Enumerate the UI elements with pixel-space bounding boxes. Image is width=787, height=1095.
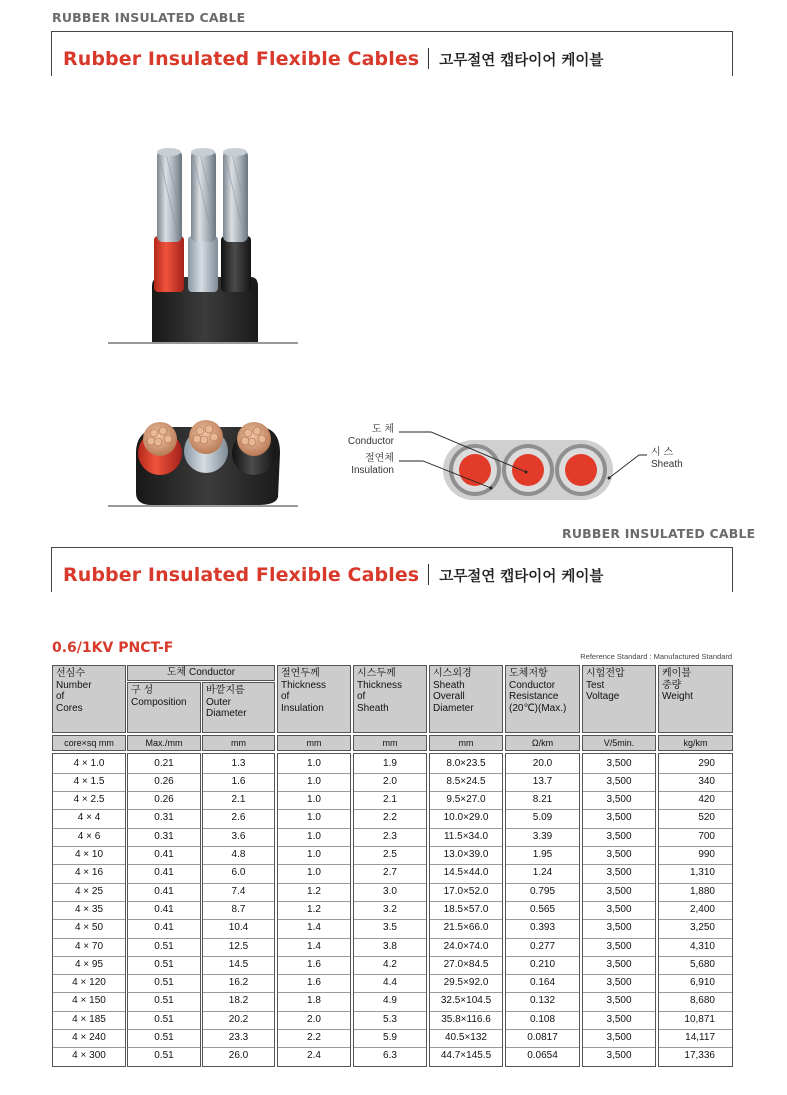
table-cell: 4 × 1.5 <box>73 775 105 787</box>
table-cell: 10,871 <box>684 1013 715 1025</box>
table-cell: 23.3 <box>228 1032 249 1043</box>
table-cell: 4 × 6 <box>77 830 101 842</box>
table-cell: 0.21 <box>154 757 174 769</box>
table-cell: 24.0×74.0 <box>443 940 489 952</box>
table-cell: 0.565 <box>529 903 556 915</box>
table-cell: 1.6 <box>307 977 321 989</box>
table-cell: 0.51 <box>154 995 174 1007</box>
category-label: RUBBER INSULATED CABLE <box>52 10 246 25</box>
table-cell: 4 × 10 <box>74 849 104 860</box>
header-insulation: 절연두께 Thickness of Insulation <box>277 665 351 733</box>
table-cell: 0.0817 <box>527 1032 558 1043</box>
table-cell: 0.108 <box>529 1013 556 1025</box>
table-cell: 4,310 <box>689 940 715 952</box>
table-cell: 17,336 <box>684 1050 715 1062</box>
table-cell: 1.0 <box>307 775 321 787</box>
table-cell: 0.41 <box>154 885 174 897</box>
table-cell: 1.0 <box>307 830 321 842</box>
header-sheath: 시스두께 Thickness of Sheath <box>353 665 427 733</box>
table-cell: 20.0 <box>532 757 553 769</box>
sheath-label: 시 스 Sheath <box>651 447 683 470</box>
table-cell: 1,880 <box>689 885 715 897</box>
table-cell: 10.0×29.0 <box>443 812 489 824</box>
table-cell: 1.9 <box>383 757 397 769</box>
table-cell: 3.0 <box>383 885 397 897</box>
table-cell: 8.5×24.5 <box>446 775 486 787</box>
table-cell: 1.4 <box>307 922 321 934</box>
table-cell: 1.2 <box>307 903 321 915</box>
table-cell: 8.21 <box>532 794 553 806</box>
table-cell: 0.31 <box>154 812 174 824</box>
table-cell: 8,680 <box>689 995 715 1007</box>
table-cell: 420 <box>698 794 715 806</box>
table-cell: 7.4 <box>231 885 246 897</box>
table-cell: 1.24 <box>532 867 553 879</box>
table-cell: 13.7 <box>532 775 553 787</box>
table-cell: 3,500 <box>606 1032 632 1043</box>
table-cell: 14.5 <box>228 958 249 970</box>
table-cell: 4.9 <box>383 995 397 1007</box>
spec-subtitle: 0.6/1KV PNCT-F <box>52 640 174 656</box>
header-resistance: 도체저항 Conductor Resistance (20℃)(Max.) <box>505 665 580 733</box>
table-cell: 0.51 <box>154 977 174 989</box>
table-cell: 4 × 240 <box>72 1032 106 1043</box>
table-cell: 3,500 <box>606 794 632 806</box>
header-weight: 케이블 중량 Weight <box>658 665 733 733</box>
table-cell: 1.0 <box>307 849 321 860</box>
table-cell: 5,680 <box>689 958 715 970</box>
table-cell: 3,500 <box>606 885 632 897</box>
table-cell: 4 × 25 <box>74 885 104 897</box>
unit-cell: core×sq mm <box>52 735 126 751</box>
cable-photo-cross-section <box>108 405 300 510</box>
table-cell: 0.51 <box>154 1013 174 1025</box>
table-cell: 3.39 <box>532 830 553 842</box>
title-english: Rubber Insulated Flexible Cables <box>63 48 420 70</box>
table-cell: 5.9 <box>383 1032 397 1043</box>
table-cell: 4 × 70 <box>74 940 104 952</box>
table-cell: 4.4 <box>383 977 397 989</box>
table-cell: 21.5×66.0 <box>443 922 489 934</box>
unit-cell: mm <box>202 735 275 751</box>
header-conductor: 도체 Conductor <box>127 665 275 681</box>
unit-cell: mm <box>429 735 503 751</box>
table-cell: 8.7 <box>231 903 246 915</box>
table-cell: 0.41 <box>154 922 174 934</box>
table-cell: 3,500 <box>606 1050 632 1062</box>
header-outer-diameter: 바깥지름 Outer Diameter <box>202 682 275 733</box>
table-cell: 4 × 150 <box>72 995 106 1007</box>
table-cell: 4 × 185 <box>72 1013 106 1025</box>
table-cell: 3,500 <box>606 830 632 842</box>
table-cell: 4 × 120 <box>72 977 106 989</box>
unit-cell: Ω/km <box>505 735 580 751</box>
table-cell: 1.0 <box>307 757 321 769</box>
table-cell: 16.2 <box>228 977 249 989</box>
table-cell: 40.5×132 <box>445 1032 487 1043</box>
table-cell: 4 × 300 <box>72 1050 106 1062</box>
title-korean-2: 고무절연 캡타이어 케이블 <box>439 569 604 585</box>
table-cell: 29.5×92.0 <box>443 977 489 989</box>
table-cell: 8.0×23.5 <box>446 757 486 769</box>
table-cell: 3,500 <box>606 922 632 934</box>
table-cell: 2.6 <box>231 812 246 824</box>
table-cell: 3,500 <box>606 903 632 915</box>
table-cell: 4 × 16 <box>74 867 104 879</box>
table-cell: 2.2 <box>307 1032 321 1043</box>
table-cell: 3,500 <box>606 849 632 860</box>
table-cell: 3,500 <box>606 757 632 769</box>
table-cell: 700 <box>698 830 715 842</box>
table-cell: 6,910 <box>689 977 715 989</box>
table-cell: 2.1 <box>383 794 397 806</box>
table-cell: 3.5 <box>383 922 397 934</box>
table-cell: 18.5×57.0 <box>443 903 489 915</box>
table-cell: 3.8 <box>383 940 397 952</box>
table-cell: 0.795 <box>529 885 556 897</box>
title-divider <box>428 48 429 69</box>
cross-section-diagram <box>395 425 655 505</box>
table-cell: 0.132 <box>529 995 556 1007</box>
table-cell: 11.5×34.0 <box>443 830 489 842</box>
table-cell: 3,500 <box>606 940 632 952</box>
header-overall-diameter: 시스외경 Sheath Overall Diameter <box>429 665 503 733</box>
table-cell: 4 × 1.0 <box>73 757 105 769</box>
page-title <box>63 48 603 70</box>
table-cell: 4 × 4 <box>77 812 101 824</box>
page-title-2 <box>63 564 603 586</box>
table-cell: 5.3 <box>383 1013 397 1025</box>
table-cell: 1.0 <box>307 867 321 879</box>
table-cell: 4 × 35 <box>74 903 104 915</box>
table-cell: 0.210 <box>529 958 556 970</box>
table-cell: 6.0 <box>231 867 246 879</box>
unit-cell: mm <box>277 735 351 751</box>
title-korean: 고무절연 캡타이어 케이블 <box>439 53 604 69</box>
table-cell: 18.2 <box>228 995 249 1007</box>
unit-cell: mm <box>353 735 427 751</box>
reference-standard: Reference Standard : Manufactured Standard <box>580 652 732 661</box>
table-cell: 3,500 <box>606 1013 632 1025</box>
table-cell: 0.277 <box>529 940 556 952</box>
table-cell: 3.2 <box>383 903 397 915</box>
table-cell: 0.41 <box>154 849 174 860</box>
table-cell: 3,500 <box>606 812 632 824</box>
table-cell: 3,500 <box>606 995 632 1007</box>
table-cell: 35.8×116.6 <box>441 1013 491 1025</box>
table-cell: 520 <box>698 812 715 824</box>
table-cell: 44.7×145.5 <box>440 1050 492 1062</box>
unit-cell: Max./mm <box>127 735 201 751</box>
table-cell: 2,400 <box>689 903 715 915</box>
table-cell: 20.2 <box>228 1013 249 1025</box>
table-cell: 14.5×44.0 <box>443 867 489 879</box>
cable-photo-side <box>108 140 300 345</box>
table-cell: 14,117 <box>685 1032 715 1043</box>
table-cell: 17.0×52.0 <box>443 885 489 897</box>
table-cell: 4 × 50 <box>74 922 104 934</box>
table-cell: 13.0×39.0 <box>443 849 489 860</box>
table-cell: 27.0×84.5 <box>443 958 489 970</box>
unit-cell: kg/km <box>658 735 733 751</box>
table-cell: 2.1 <box>231 794 246 806</box>
category-label-2: RUBBER INSULATED CABLE <box>562 526 756 541</box>
table-cell: 2.7 <box>383 867 397 879</box>
table-cell: 1.3 <box>231 757 246 769</box>
table-cell: 4 × 95 <box>74 958 104 970</box>
header-cores: 선심수 Number of Cores <box>52 665 126 733</box>
table-cell: 9.5×27.0 <box>446 794 486 806</box>
table-cell: 1.2 <box>307 885 321 897</box>
table-cell: 0.31 <box>154 830 174 842</box>
table-cell: 3,500 <box>606 977 632 989</box>
table-cell: 1.0 <box>307 812 321 824</box>
table-cell: 0.393 <box>529 922 556 934</box>
table-cell: 2.5 <box>383 849 397 860</box>
table-cell: 0.51 <box>154 958 174 970</box>
table-cell: 3,500 <box>606 958 632 970</box>
table-cell: 0.164 <box>529 977 556 989</box>
table-cell: 5.09 <box>532 812 553 824</box>
table-cell: 1.6 <box>231 775 246 787</box>
header-voltage: 시험전압 Test Voltage <box>582 665 656 733</box>
table-cell: 26.0 <box>228 1050 249 1062</box>
table-cell: 0.41 <box>154 903 174 915</box>
table-cell: 1.4 <box>307 940 321 952</box>
table-cell: 1.8 <box>307 995 321 1007</box>
table-cell: 0.26 <box>154 794 174 806</box>
table-cell: 3,500 <box>606 867 632 879</box>
table-cell: 1.6 <box>307 958 321 970</box>
conductor-label: 도 체 Conductor <box>347 424 394 447</box>
table-cell: 2.0 <box>383 775 397 787</box>
table-cell: 2.3 <box>383 830 397 842</box>
table-cell: 0.51 <box>154 1050 174 1062</box>
table-cell: 4.2 <box>383 958 397 970</box>
table-cell: 2.4 <box>307 1050 321 1062</box>
table-cell: 290 <box>698 757 715 769</box>
table-cell: 10.4 <box>228 922 249 934</box>
table-cell: 2.0 <box>307 1013 321 1025</box>
table-cell: 4 × 2.5 <box>73 794 105 806</box>
table-cell: 0.0654 <box>527 1050 558 1062</box>
title-divider-2 <box>428 564 429 585</box>
insulation-label: 절연체 Insulation <box>351 453 394 476</box>
unit-cell: V/5min. <box>582 735 656 751</box>
table-cell: 3,250 <box>689 922 715 934</box>
table-cell: 3,500 <box>606 775 632 787</box>
table-cell: 990 <box>698 849 715 860</box>
table-cell: 4.8 <box>231 849 246 860</box>
table-cell: 3.6 <box>231 830 246 842</box>
table-cell: 340 <box>698 775 715 787</box>
table-cell: 0.51 <box>154 940 174 952</box>
table-cell: 0.41 <box>154 867 174 879</box>
header-composition: 구 성 Composition <box>127 682 201 733</box>
table-cell: 32.5×104.5 <box>440 995 492 1007</box>
table-cell: 6.3 <box>383 1050 397 1062</box>
table-cell: 1.95 <box>532 849 553 860</box>
table-cell: 12.5 <box>228 940 249 952</box>
table-cell: 1.0 <box>307 794 321 806</box>
table-cell: 0.26 <box>154 775 174 787</box>
title-english-2: Rubber Insulated Flexible Cables <box>63 564 420 586</box>
table-cell: 1,310 <box>689 867 715 879</box>
table-cell: 0.51 <box>154 1032 174 1043</box>
table-cell: 2.2 <box>383 812 397 824</box>
